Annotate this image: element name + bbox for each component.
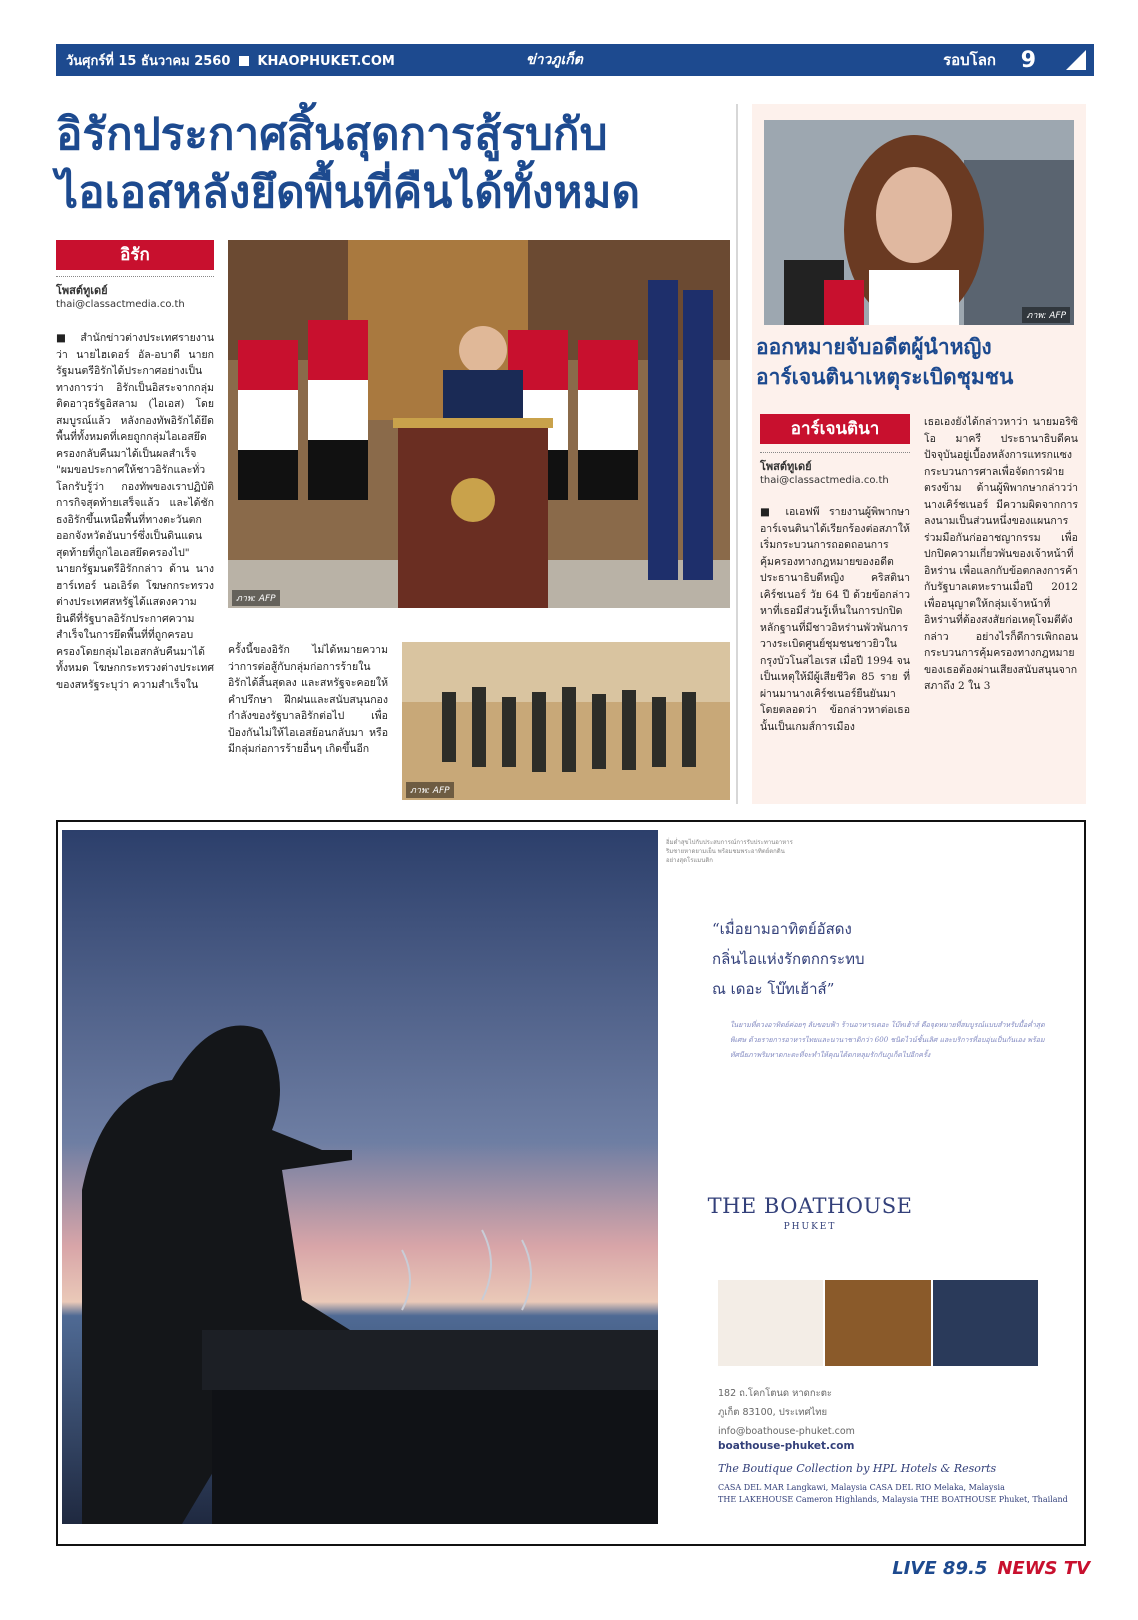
podium-scene-image: [228, 240, 730, 608]
soldiers-scene-image: [402, 642, 730, 800]
ad-email[interactable]: info@boathouse-phuket.com: [718, 1426, 855, 1437]
divider: [760, 452, 910, 453]
main-headline: [56, 106, 746, 222]
restaurant-interior-thumbnail: [825, 1280, 930, 1366]
headline-line-2: ไอเอสหลังยึดพื้นที่คืนได้ทั้งหมด: [56, 167, 641, 218]
side-headline: ออกหมายจับอดีตผู้นำหญิงอาร์เจนตินาเหตุระเบิดชุมชน: [756, 335, 1014, 389]
exterior-night-thumbnail: [933, 1280, 1038, 1366]
byline-email[interactable]: thai@classactmedia.co.th: [56, 299, 185, 310]
main-photo: [228, 240, 730, 608]
section-tag-argentina: อาร์เจนตินา: [760, 414, 910, 444]
byline-name: โพสต์ทูเดย์: [760, 460, 812, 473]
ad-body-text: ในยามที่ดวงอาทิตย์ค่อยๆ ลับขอบฟ้า ร้านอาหารเดอะ โบ๊ทเฮ้าส์ คือจุดหมายที่สมบูรณ์แบบสำหรับมื้อค่ำสุดพิเศษ ด้วยรายการอาหารไทยและนานาชาติกว่า 600 ชนิดไวน์ชั้นเลิศ และบริการที่อบอุ่นเป็นกันเอง พร้อมทัศนียภาพริมหาดกะตะที่จะทำให้คุณได้ตกหลุมรักกับภูเก็ตไปอีกครั้ง: [730, 1021, 1045, 1059]
ad-address: [718, 1384, 1038, 1441]
press-conference-image: [764, 120, 1074, 325]
headline-line-1: อิรักประกาศสิ้นสุดการสู้รบกับ: [56, 109, 608, 160]
article-column-2: ครั้งนี้ของอิรัก ไม่ได้หมายความว่าการต่อสู้กับกลุ่มก่อการร้ายในอิรักได้สิ้นสุดลง และสหรัฐจะคอยให้คำปรึกษา ฝึกฝนและสนับสนุนกองกำลังของรัฐบาลอิรักต่อไป เพื่อป้องกันไม่ให้ไอเอสย้อนกลับมา หรือมีกลุ่มก่อการร้ายอื่นๆ เกิดขึ้นอีก: [228, 644, 388, 755]
ad-sunset-photo: [62, 830, 658, 1524]
side-byline: [760, 460, 910, 487]
page-header: [56, 44, 1086, 76]
article-column-1: ■ สำนักข่าวต่างประเทศรายงานว่า นายไฮเดอร์ อัล-อบาดี นายกรัฐมนตรีอิรักได้ประกาศอย่างเป็นทางการว่า อิรักเป็นอิสระจากกลุ่มติดอาวุธรัฐอิสลาม (ไอเอส) โดยสมบูรณ์แล้ว หลังกองทัพอิรักได้ยึดพื้นที่ทั้งหมดที่เคยถูกกลุ่มไอเอสยึดครองกลับคืนมาได้เป็นผลสำเร็จ "ผมขอประกาศให้ชาวอิรักและทั่วโลกรับรู้ว่า กองทัพของเราปฏิบัติการกิจสุดท้ายเสร็จแล้ว และได้ชักธงอิรักขึ้นเหนือพื้นที่ทางตะวันตกออกจังหวัดอันบาร์ซึ่งเป็นดินแดนสุดท้ายที่ถูกไอเอสยึดครองไป" นายกรัฐมนตรีอิรักกล่าว ด้าน นางฮาร์เทอร์ นอเอิร์ต โฆษกกระทรวงต่างประเทศสหรัฐได้แสดงความยินดีที่รัฐบาลอิรักประกาศความสำเร็จในการยึดพื้นที่ที่ถูกครอบครองโดยกลุ่มไอเอสกลับคืนมาได้ทั้งหมด โฆษกกระทรวงต่างประเทศของสหรัฐระบุว่า ความสำเร็จใน: [56, 332, 214, 691]
byline: [56, 284, 214, 311]
side-article-photo: [764, 120, 1074, 325]
side-column-1: ■ เอเอฟพี รายงานผู้พิพากษาอาร์เจนตินาได้เรียกร้องต่อสภาให้เริ่มกระบวนการถอดถอนการคุ้มครองทางกฎหมายของอดีตประธานาธิบดีหญิง คริสตินา เคิร์ชเนอร์ วัย 64 ปี ด้วยข้อกล่าวหาที่เธอมีส่วนรู้เห็นในการปกปิดหลักฐานที่มีชาวอิหร่านพัวพันการวางระเบิดศูนย์ชุมชนชาวยิวในกรุงบัวโนสไอเรส เมื่อปี 1994 จนเป็นเหตุให้มีผู้เสียชีวิต 85 ราย ที่ผ่านมานางเคิร์ชเนอร์ยืนยันมาโดยตลอดว่า ข้อกล่าวหาต่อเธอนั้นเป็นเกมส์การเมือง: [760, 506, 910, 733]
brand-location: PHUKET: [783, 1222, 837, 1232]
side-column-2: เธอเองยังได้กล่าวหาว่า นายมอริซิโอ มาครี ประธานาธิบดีคนปัจจุบันอยู่เบื้องหลังการแทรกแซงกระบวนการศาลเพื่อจัดการฝ่ายตรงข้าม ด้านผู้พิพากษากล่าวว่า นางเคิร์ชเนอร์ มีความผิดจากการลงนามเป็นส่วนหนึ่งของแผนการร่วมมือกันก่ออาชญากรรม เพื่อปกปิดความเกี่ยวพันของเจ้าหน้าที่อิหร่าน เพื่อแลกกับข้อตกลงการค้ากับรัฐบาลเตหะรานเมื่อปี 2012 เพื่ออนุญาตให้กลุ่มเจ้าหน้าที่อิหร่านที่ต้องสงสัยก่อเหตุโจมตีดังกล่าว อย่างไรก็ดีการเพิกถอนกระบวนการคุ้มครองทางกฎหมายของเธอต้องผ่านเสียงสนับสนุนจากสภาถึง 2 ใน 3: [924, 416, 1078, 692]
ad-quote: [712, 914, 1002, 1004]
ad-collection: The Boutique Collection by HPL Hotels & Resorts: [718, 1462, 997, 1475]
soldiers-photo: [402, 642, 730, 800]
sunset-dining-image: [62, 830, 658, 1524]
address-line-2: ภูเก็ต 83100, ประเทศไทย: [718, 1407, 828, 1418]
news-tv-logo: NEWS TV: [997, 1557, 1090, 1579]
ad-quote-line-1: “เมื่อยามอาทิตย์อัสดง: [712, 920, 852, 938]
site-link[interactable]: KHAOPHUKET.COM: [257, 53, 395, 69]
newspaper-logo: ข่าวภูเก็ต: [526, 52, 583, 68]
section-tag-iraq: อิรัก: [56, 240, 214, 270]
photo-credit: ภาพ: AFP: [406, 782, 454, 798]
byline-name: โพสต์ทูเดย์: [56, 284, 108, 297]
square-icon: [239, 56, 249, 66]
ad-tiny-caption: อิ่มด่ำสุขไปกับประสบการณ์การรับประทานอาหารริมชายหาดยามเย็น พร้อมชมพระอาทิตย์ตกดินอย่างสุดโรแมนติก: [666, 839, 793, 864]
ad-hotel-list: [718, 1482, 1078, 1506]
corner-arrow-icon: [1060, 44, 1094, 76]
advertisement-boathouse[interactable]: [56, 820, 1086, 1546]
ad-thumbnail-strip: [718, 1280, 1038, 1366]
byline-email[interactable]: thai@classactmedia.co.th: [760, 475, 889, 486]
brand-logo: THE BOATHOUSE: [707, 1194, 913, 1218]
address-line-1: 182 ถ.โคกโตนด หาดกะตะ: [718, 1388, 832, 1399]
page-number: 9: [1020, 47, 1036, 73]
divider: [56, 276, 214, 277]
column-divider: [736, 104, 738, 804]
ad-quote-line-2: กลิ่นไอแห่งรักตกกระทบ: [712, 950, 865, 968]
photo-credit: ภาพ: AFP: [232, 590, 280, 606]
photo-credit: ภาพ: AFP: [1022, 307, 1070, 323]
live-radio-logo: LIVE 89.5: [892, 1557, 988, 1579]
section-name: รอบโลก: [943, 51, 996, 69]
hotels-line-1: CASA DEL MAR Langkawi, Malaysia CASA DEL RIO Melaka, Malaysia: [718, 1483, 1005, 1492]
ad-website-link[interactable]: boathouse-phuket.com: [718, 1440, 855, 1452]
hotels-line-2: THE LAKEHOUSE Cameron Highlands, Malaysia THE BOATHOUSE Phuket, Thailand: [718, 1495, 1068, 1504]
ad-quote-line-3: ณ เดอะ โบ๊ทเฮ้าส์”: [712, 980, 835, 998]
date-text: วันศุกร์ที่ 15 ธันวาคม 2560: [66, 53, 231, 69]
footer-logos: [860, 1555, 1090, 1581]
food-thumbnail: [718, 1280, 823, 1366]
